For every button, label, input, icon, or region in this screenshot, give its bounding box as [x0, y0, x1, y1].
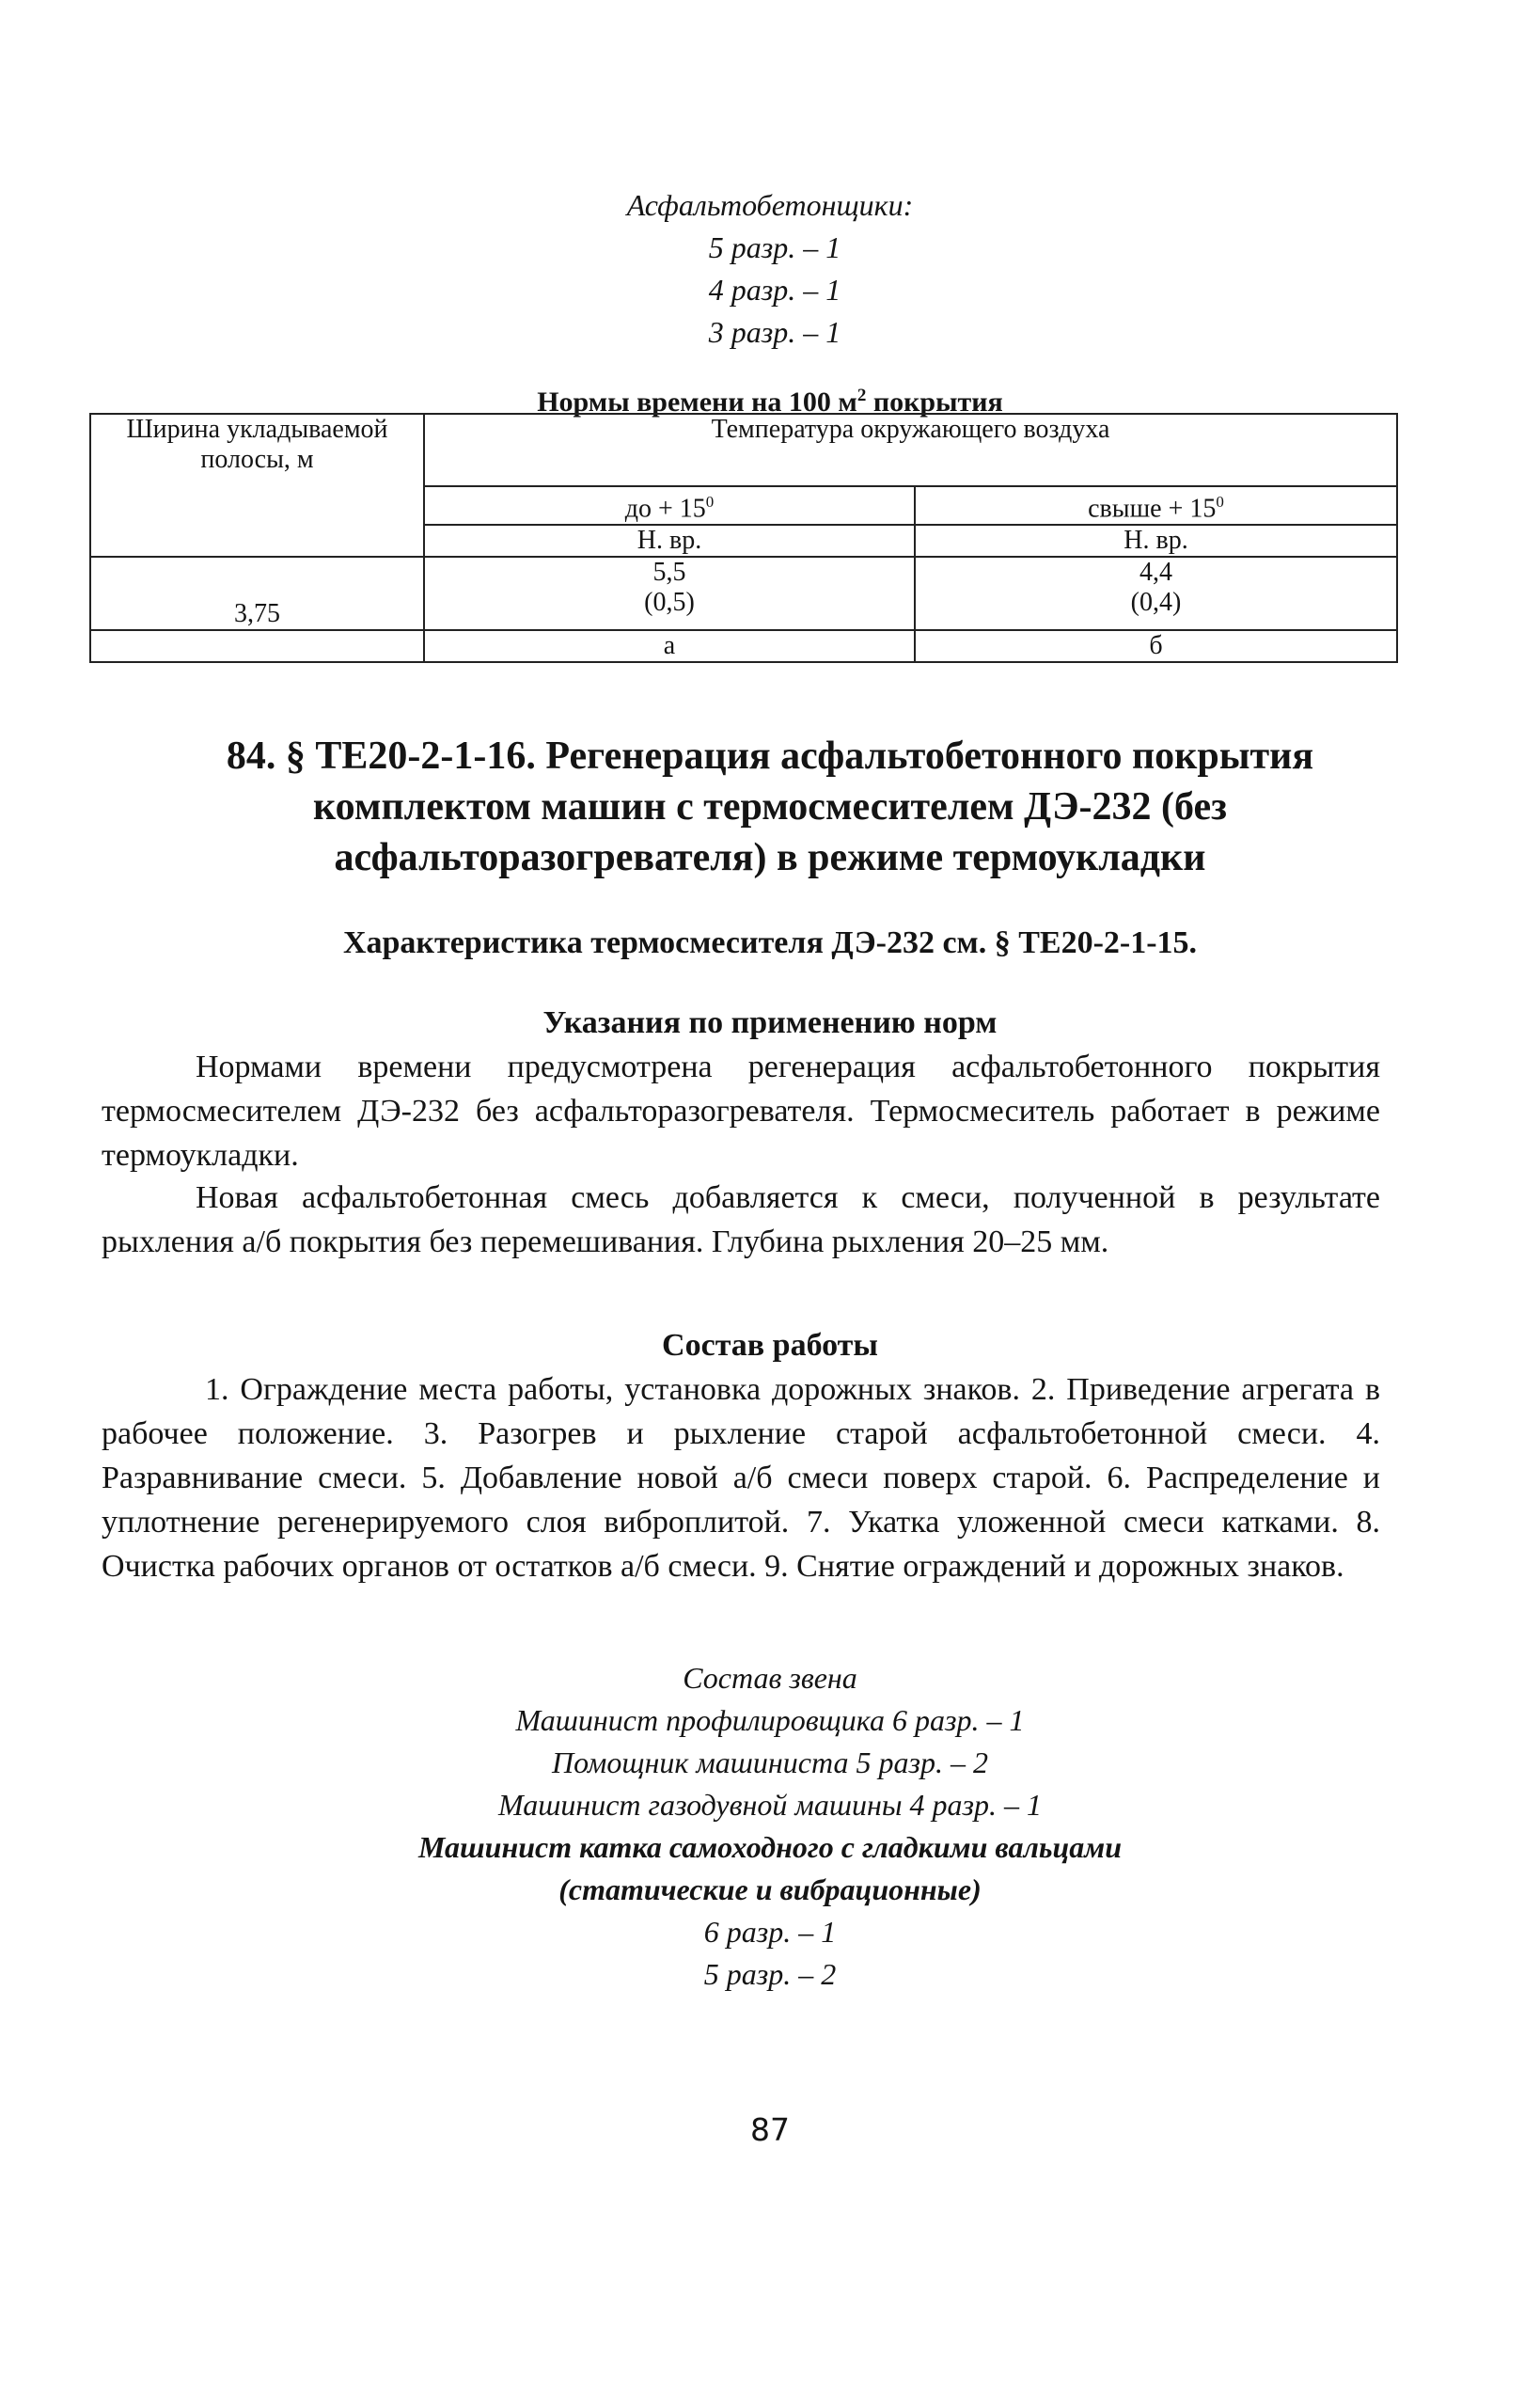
instructions-p1-text: Нормами времени предусмотрена регенерация асфальтобетонного покрытия термосмесителем ДЭ-232 без асфальторазогревателя. Термосмеситель работает в режиме термоукладки. [102, 1050, 1380, 1173]
deg-mark: 0 [705, 493, 715, 511]
instructions-paragraph-1 [102, 1045, 1380, 1177]
crew-top-item: 4 разр. – 1 [708, 273, 841, 307]
norms-table [89, 413, 1398, 663]
crew-top-title: Асфальтобетонщики: [626, 188, 914, 222]
empty-cell [90, 630, 424, 662]
crew-top [0, 184, 1540, 354]
crew-bottom-line: (статические и вибрационные) [558, 1872, 982, 1906]
section-title: 84. § ТЕ20-2-1-16. Регенерация асфальтобетонного покрытия комплектом машин с термосмесителем ДЭ-232 (без асфальторазогревателя) в режиме термоукладки [226, 735, 1314, 879]
value-b-sub: (0,4) [1130, 588, 1182, 618]
width-header-cell: Ширина укладываемой полосы, м [90, 414, 424, 557]
crew-bottom-line: 5 разр. – 2 [703, 1957, 837, 1991]
value-a-sub: (0,5) [644, 588, 695, 618]
value-b-main: 4,4 [1139, 558, 1172, 588]
crew-bottom-line: Помощник машиниста 5 разр. – 2 [552, 1745, 988, 1779]
crew-bottom-line: Машинист катка самоходного с гладкими вальцами [418, 1830, 1122, 1864]
instructions-p2-text: Новая асфальтобетонная смесь добавляется к смеси, полученной в результате рыхления а/б покрытия без перемешивания. Глубина рыхления 20–25 мм. [102, 1180, 1380, 1259]
row-width-cell: 3,75 [90, 557, 424, 630]
unit-cell-a: Н. вр. [424, 525, 915, 557]
crew-bottom-line: Машинист газодувной машины 4 разр. – 1 [497, 1788, 1042, 1822]
crew-top-item: 5 разр. – 1 [708, 230, 841, 264]
caption-suffix: покрытия [866, 387, 1003, 418]
caption-sup: 2 [856, 386, 867, 405]
value-cell-a [424, 557, 915, 630]
unit-cell-b: Н. вр. [915, 525, 1397, 557]
temp-low-cell [424, 486, 915, 525]
crew-bottom-title: Состав звена [683, 1661, 857, 1695]
col-b-label: б [915, 630, 1397, 662]
temp-high-cell [915, 486, 1397, 525]
page-number: 87 [750, 2111, 790, 2148]
caption-prefix: Нормы времени на 100 м [537, 387, 857, 418]
work-heading: Состав работы [662, 1328, 878, 1363]
temp-low-text: до + 15 [624, 494, 706, 524]
crew-bottom-line: Машинист профилировщика 6 разр. – 1 [515, 1703, 1025, 1737]
deg-mark: 0 [1216, 493, 1224, 511]
work-paragraph [102, 1367, 1380, 1588]
temp-header-cell: Температура окружающего воздуха [424, 414, 1397, 486]
crew-bottom [0, 1657, 1540, 1996]
crew-top-item: 3 разр. – 1 [708, 315, 841, 349]
characteristic-line: Характеристика термосмесителя ДЭ-232 см. § ТЕ20-2-1-15. [342, 925, 1198, 960]
instructions-paragraph-2 [102, 1176, 1380, 1264]
value-a-main: 5,5 [652, 558, 686, 588]
work-text: 1. Ограждение места работы, установка дорожных знаков. 2. Приведение агрегата в рабочее положение. 3. Разогрев и рыхление старой асфальтобетонной смеси. 4. Разравнивание смеси. 5. Добавление новой а/б смеси поверх старой. 6. Распределение и уплотнение регенерируемого слоя виброплитой. 7. Укатка уложенной смеси катками. 8. Очистка рабочих органов от остатков а/б смеси. 9. Снятие ограждений и дорожных знаков. [102, 1372, 1380, 1584]
temp-high-text: свыше + 15 [1088, 494, 1217, 524]
value-cell-b [915, 557, 1397, 630]
instructions-heading: Указания по применению норм [542, 1005, 998, 1040]
col-a-label: а [424, 630, 915, 662]
crew-bottom-line: 6 разр. – 1 [703, 1915, 837, 1949]
